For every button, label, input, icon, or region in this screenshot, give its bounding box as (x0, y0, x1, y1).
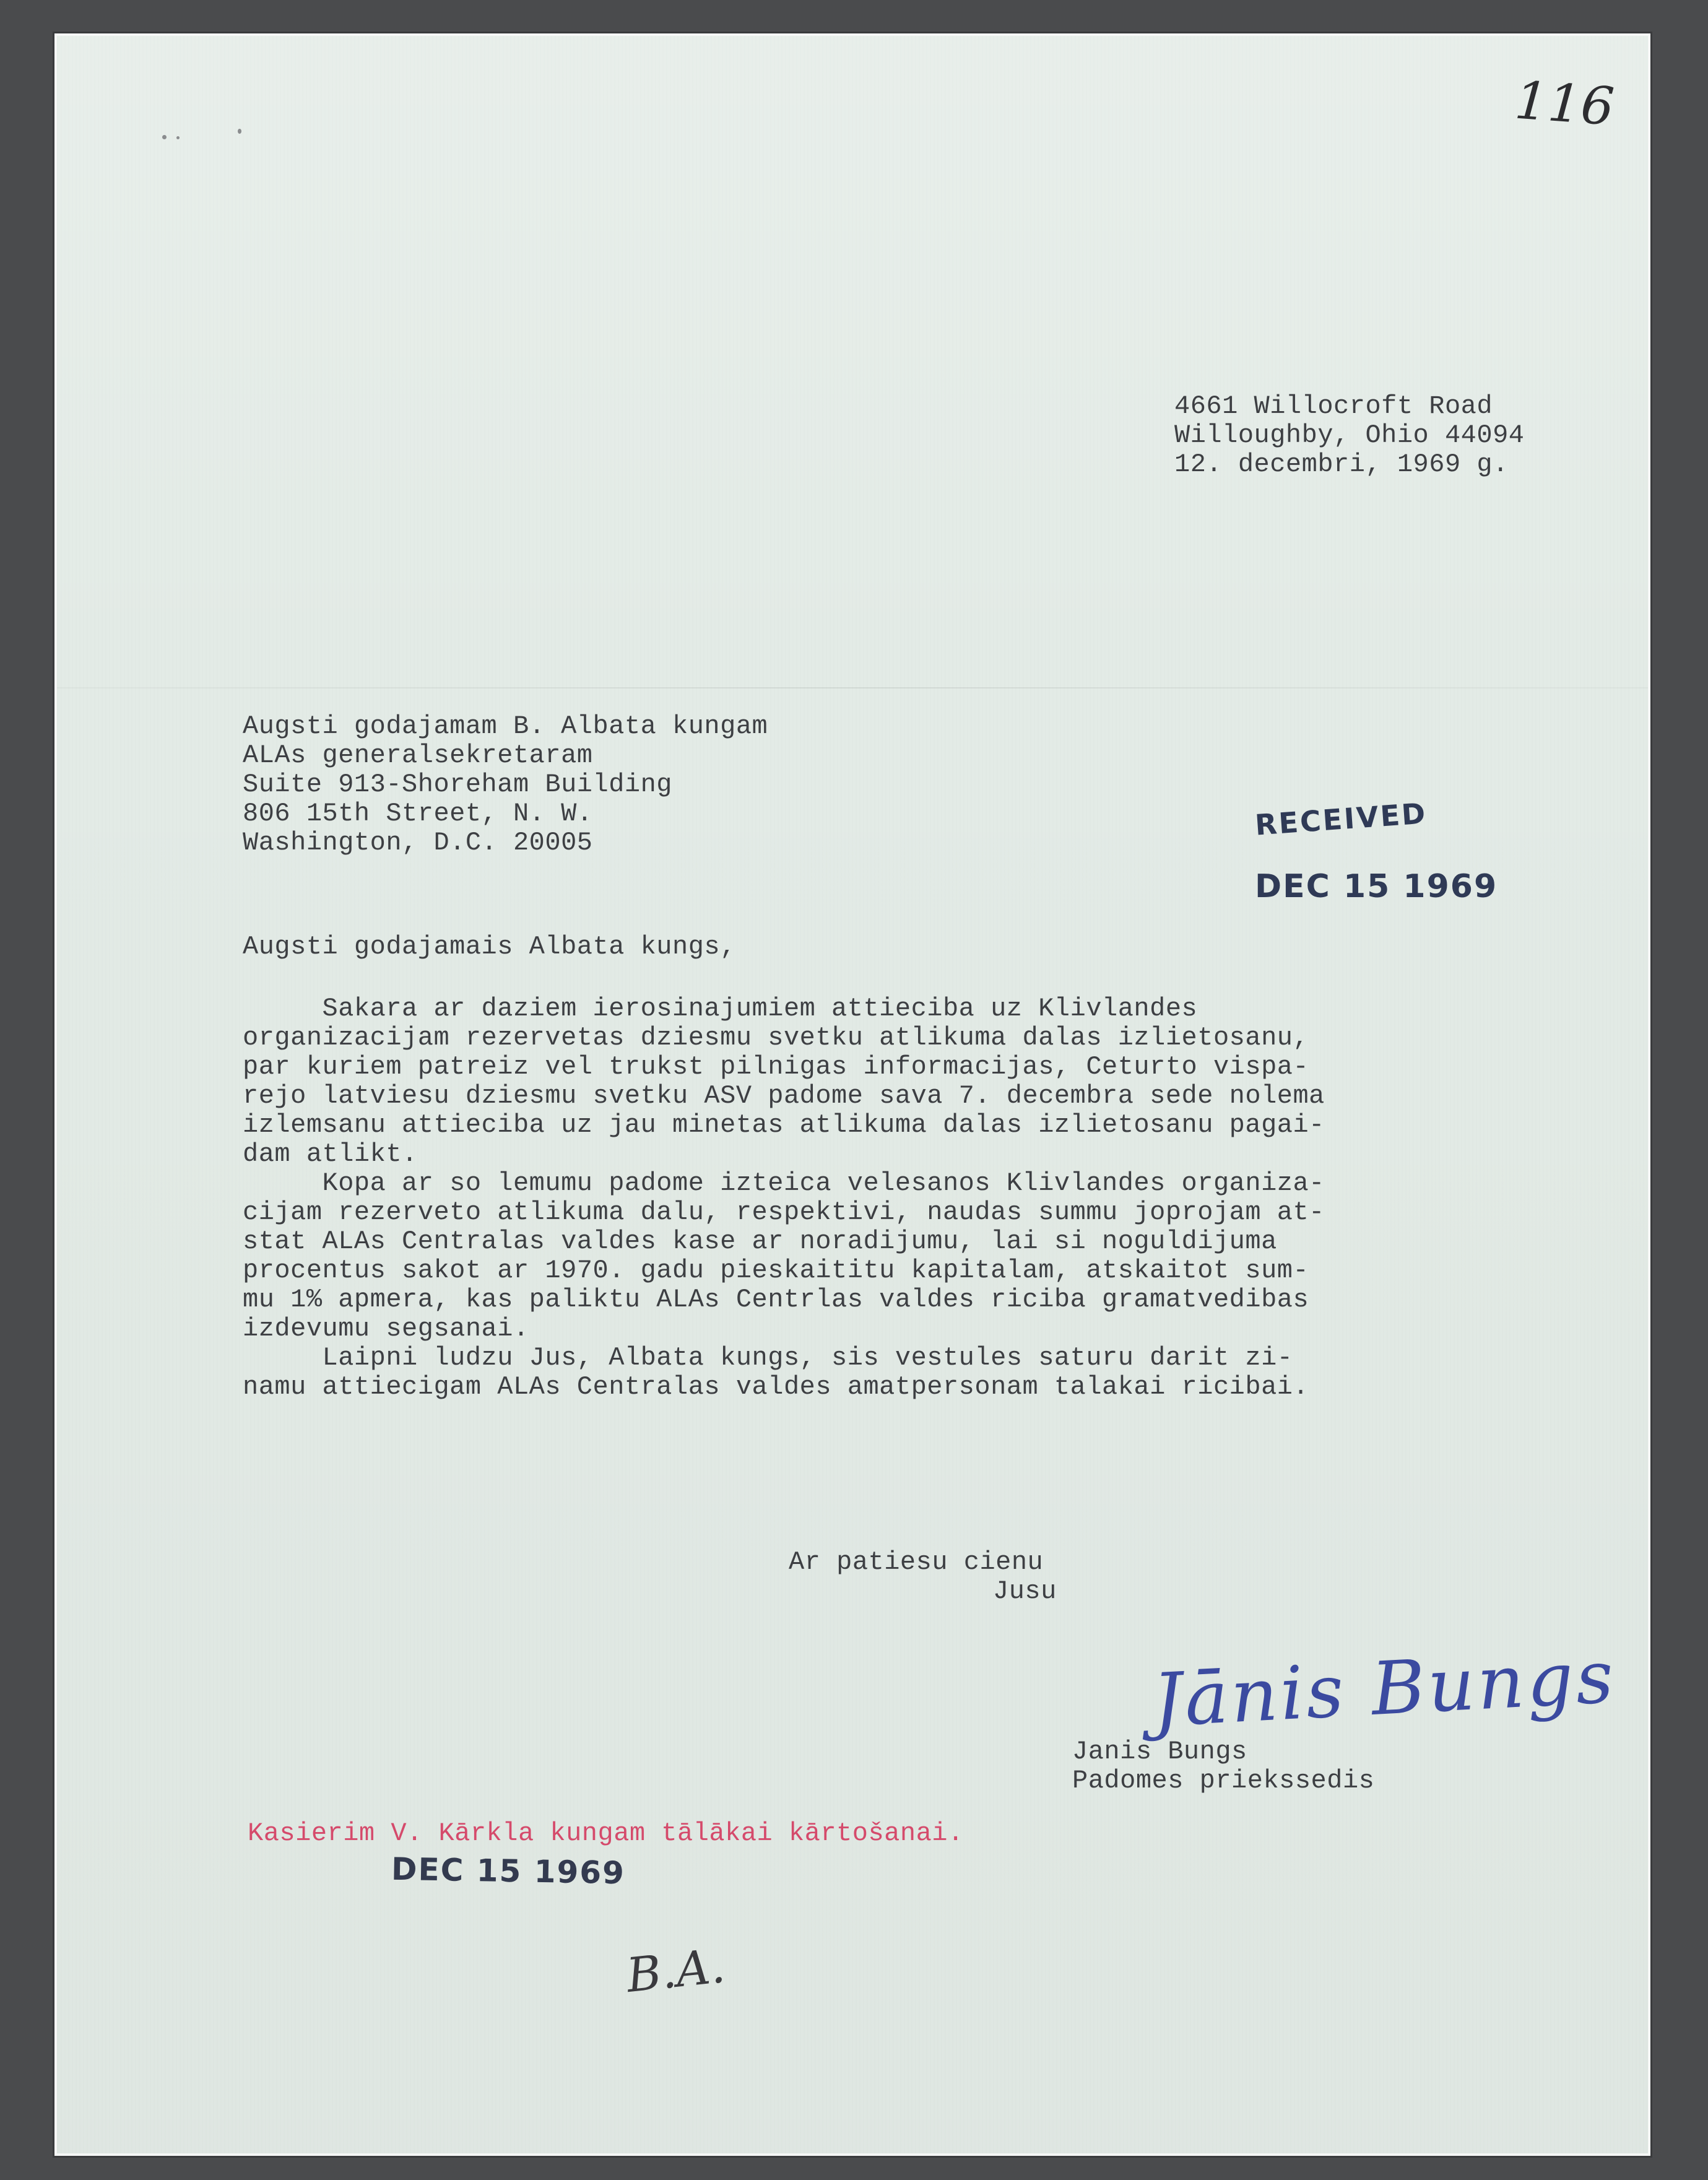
date-stamp-second: DEC 15 1969 (391, 1851, 626, 1891)
recipient-line-2: ALAs generalsekretaram (243, 740, 593, 770)
body-line: izlemsanu attieciba uz jau minetas atlikuma dalas izlietosanu pagai- (243, 1110, 1325, 1140)
handwritten-initials: B.A. (623, 1937, 728, 2004)
cashier-note: Kasierim V. Kārkla kungam tālākai kārtošanai. (248, 1818, 964, 1848)
body-line: par kuriem patreiz vel trukst pilnigas informacijas, Ceturto vispa- (243, 1052, 1309, 1082)
body-line: Laipni ludzu Jus, Albata kungs, sis vestules saturu darit zi- (243, 1343, 1293, 1373)
body-line: stat ALAs Centralas valdes kase ar noradijumu, lai si noguldijuma (243, 1227, 1277, 1256)
paper-speck (162, 135, 167, 139)
page-number-handwritten: 116 (1512, 69, 1616, 137)
body-line: procentus sakot ar 1970. gadu pieskaititu kapitalam, atskaitot sum- (243, 1256, 1309, 1285)
recipient-line-4: 806 15th Street, N. W. (243, 799, 593, 828)
paper-speck (176, 136, 180, 139)
sender-address (1174, 392, 1525, 479)
body-line: mu 1% apmera, kas paliktu ALAs Centrlas valdes riciba gramatvedibas (243, 1285, 1309, 1314)
paper-fold-line (57, 687, 1648, 688)
body-line: organizacijam rezervetas dziesmu svetku atlikuma dalas izlietosanu, (243, 1023, 1309, 1053)
signer-title: Padomes priekssedis (1072, 1766, 1375, 1796)
body-line: namu attiecigam ALAs Centralas valdes amatpersonam talakai ricibai. (243, 1372, 1309, 1402)
letter-sheet (57, 36, 1648, 2153)
recipient-line-1: Augsti godajamam B. Albata kungam (243, 711, 768, 741)
paper-speck (238, 129, 241, 134)
sender-city: Willoughby, Ohio 44094 (1174, 420, 1525, 450)
recipient-line-3: Suite 913-Shoreham Building (243, 770, 673, 799)
body-line: Sakara ar daziem ierosinajumiem attieciba uz Klivlandes (243, 994, 1198, 1023)
closing (789, 1548, 1057, 1606)
handwritten-signature: Jānis Bungs (1150, 1633, 1618, 1744)
body-line: cijam rezerveto atlikuma dalu, respektivi, naudas summu joprojam at- (243, 1197, 1325, 1227)
letter-date: 12. decembri, 1969 g. (1174, 449, 1509, 479)
body-line: rejo latviesu dziesmu svetku ASV padome sava 7. decembra sede nolema (243, 1081, 1325, 1111)
salutation: Augsti godajamais Albata kungs, (243, 932, 736, 962)
signer-block (1072, 1737, 1374, 1796)
received-stamp-label: RECEIVED (1254, 796, 1428, 842)
body-line: Kopa ar so lemumu padome izteica velesanos Klivlandes organiza- (243, 1168, 1325, 1198)
closing-line-1: Ar patiesu cienu (789, 1547, 1044, 1577)
closing-line-2: Jusu (993, 1576, 1057, 1606)
signer-name: Janis Bungs (1072, 1737, 1247, 1766)
body-line: dam atlikt. (243, 1139, 418, 1169)
received-stamp-date: DEC 15 1969 (1255, 868, 1498, 905)
sender-street: 4661 Willocroft Road (1174, 391, 1493, 421)
letter-body (243, 994, 1325, 1402)
body-line: izdevumu segsanai. (243, 1314, 529, 1344)
recipient-address (243, 712, 768, 858)
recipient-line-5: Washington, D.C. 20005 (243, 828, 593, 858)
